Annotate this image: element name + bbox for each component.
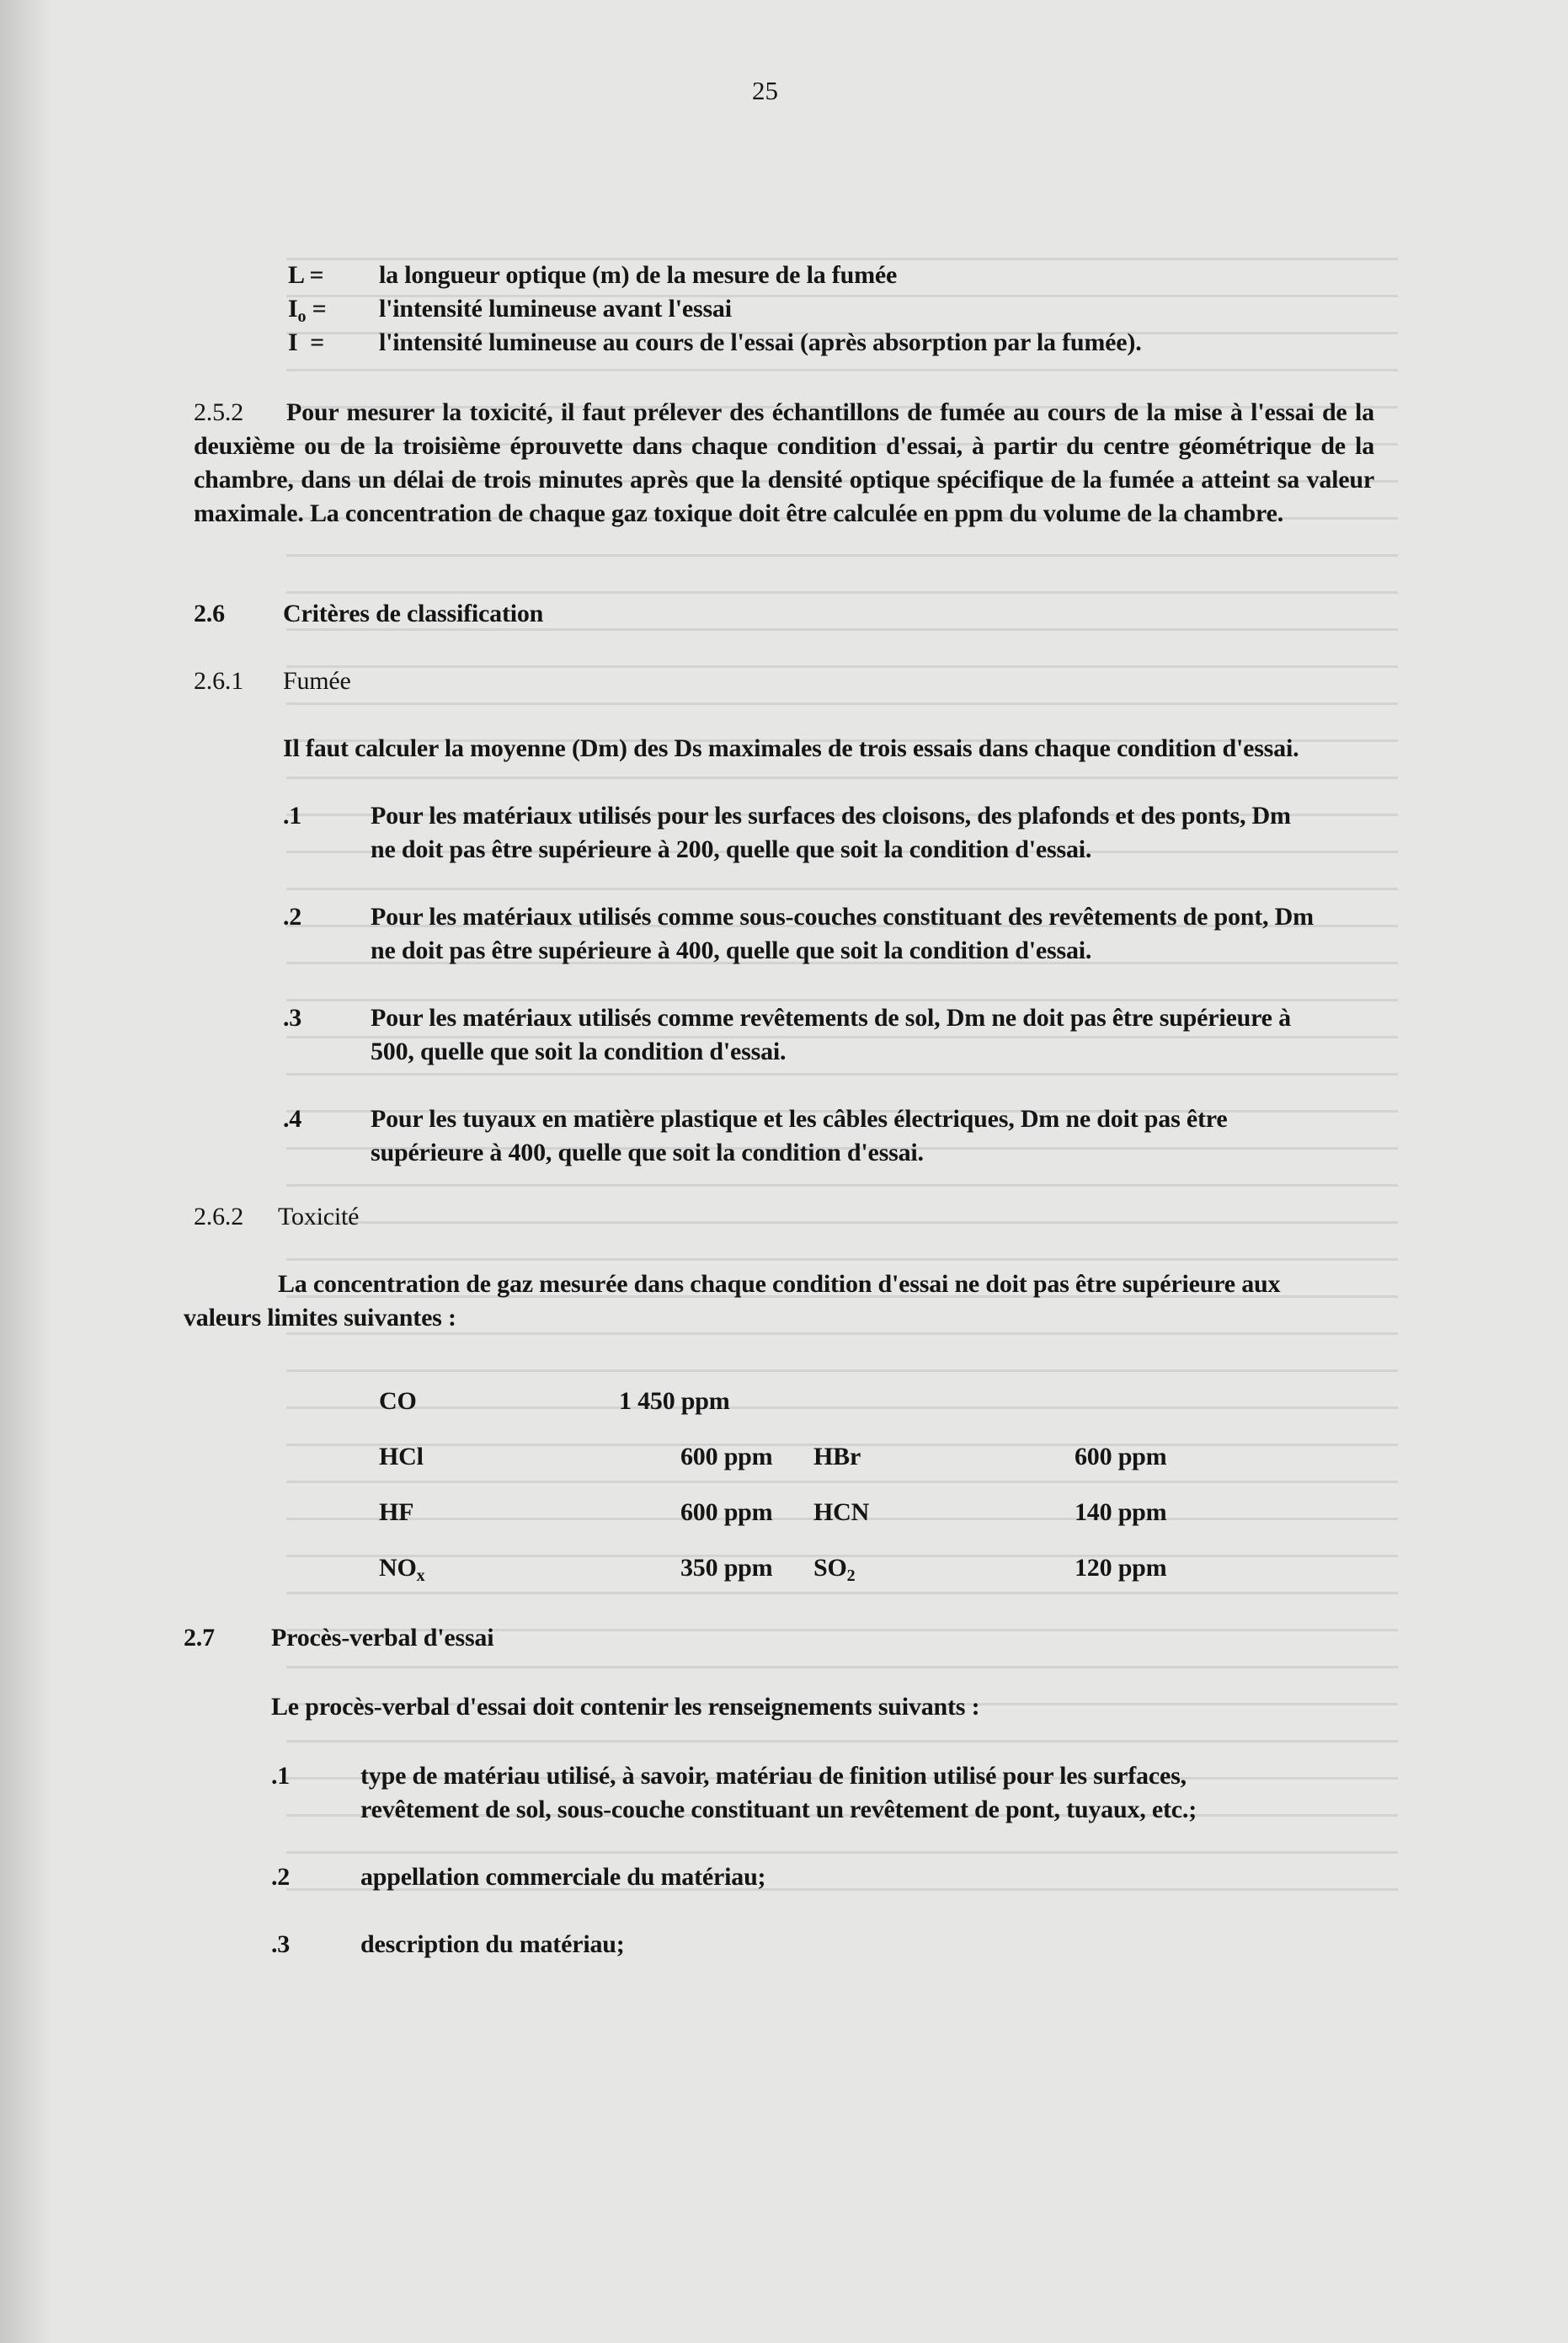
definition-symbol: $I_o$ =: [288, 295, 327, 326]
subsection-intro: La concentration de gaz mesurée dans chaque condition d'essai ne doit pas être supérieure aux: [278, 1270, 1281, 1298]
list-item-number: .1: [283, 802, 302, 830]
gas-limit: 1 450 ppm: [619, 1387, 730, 1415]
list-item-text: Pour les matériaux utilisés pour les surfaces des cloisons, des plafonds et des ponts, Dm: [371, 802, 1291, 830]
gas-name: CO: [379, 1387, 417, 1415]
section-number: 2.6: [194, 600, 225, 627]
list-item-text: supérieure à 400, quelle que soit la condition d'essai.: [371, 1139, 924, 1166]
list-item-text: revêtement de sol, sous-couche constituant un revêtement de pont, tuyaux, etc.;: [360, 1796, 1197, 1823]
list-item-number: .2: [271, 1863, 291, 1891]
list-item-text: 500, quelle que soit la condition d'essai.: [371, 1038, 787, 1065]
gas-name: $SO_2$: [813, 1554, 856, 1585]
list-item-number: .2: [283, 903, 302, 931]
gas-name: HBr: [813, 1443, 861, 1470]
gas-limit: 600 ppm: [680, 1498, 773, 1526]
paragraph-2-5-2: [194, 396, 1374, 531]
list-item-text: appellation commerciale du matériau;: [360, 1863, 766, 1891]
gas-limit: 350 ppm: [680, 1554, 773, 1582]
list-item-text: ne doit pas être supérieure à 200, quelle que soit la condition d'essai.: [371, 835, 1092, 863]
subsection-title: Toxicité: [278, 1203, 360, 1230]
subsection-intro: valeurs limites suivantes :: [184, 1304, 456, 1332]
page-number: 25: [752, 76, 778, 105]
gas-limit: 120 ppm: [1075, 1554, 1167, 1582]
subsection-title: Fumée: [283, 667, 351, 695]
paragraph-text: Pour mesurer la toxicité, il faut prélever des échantillons de fumée au cours de la mise à l'essai de la deuxième ou de la troisième éprouvette dans chaque condition d'essai, à partir du centre géométrique de la chambre, dans un délai de trois minutes après que la densité optique spécifique de la fumée a atteint sa valeur maximale. La concentration de chaque gaz toxique doit être calculée en ppm du volume de la chambre.: [194, 398, 1374, 527]
list-item-text: Pour les matériaux utilisés comme sous-couches constituant des revêtements de pont, Dm: [371, 903, 1314, 931]
list-item-number: .3: [271, 1930, 291, 1958]
section-title: Critères de classification: [283, 600, 544, 627]
gas-name: HCN: [813, 1498, 870, 1526]
list-item-number: .3: [283, 1004, 302, 1032]
list-item-text: description du matériau;: [360, 1930, 625, 1958]
gas-limit: 600 ppm: [1075, 1443, 1167, 1470]
definition-text: la longueur optique (m) de la mesure de la fumée: [379, 261, 898, 289]
list-item-text: ne doit pas être supérieure à 400, quelle que soit la condition d'essai.: [371, 937, 1092, 964]
list-item-text: Pour les matériaux utilisés comme revêtements de sol, Dm ne doit pas être supérieure à: [371, 1004, 1291, 1032]
section-number: 2.7: [184, 1624, 215, 1652]
list-item-number: .4: [283, 1105, 302, 1133]
subsection-number: 2.6.2: [194, 1203, 244, 1230]
subsection-intro: Il faut calculer la moyenne (Dm) des Ds maximales de trois essais dans chaque condition d'essai.: [283, 734, 1299, 762]
definition-symbol: I =: [288, 328, 324, 356]
list-item-number: .1: [271, 1762, 291, 1790]
gas-limit: 600 ppm: [680, 1443, 773, 1470]
gas-limit: 140 ppm: [1075, 1498, 1167, 1526]
definition-symbol: L =: [288, 261, 324, 289]
gas-name: HF: [379, 1498, 414, 1526]
definition-text: l'intensité lumineuse avant l'essai: [379, 295, 732, 323]
gas-name: $NO_x$: [379, 1554, 425, 1585]
definition-text: l'intensité lumineuse au cours de l'essai (après absorption par la fumée).: [379, 328, 1142, 356]
list-item-text: Pour les tuyaux en matière plastique et les câbles électriques, Dm ne doit pas être: [371, 1105, 1228, 1133]
paragraph-number: 2.5.2: [194, 398, 244, 426]
gas-name: HCl: [379, 1443, 424, 1470]
list-item-text: type de matériau utilisé, à savoir, matériau de finition utilisé pour les surfaces,: [360, 1762, 1187, 1790]
section-intro: Le procès-verbal d'essai doit contenir les renseignements suivants :: [271, 1693, 980, 1721]
section-title: Procès-verbal d'essai: [271, 1624, 494, 1652]
subsection-number: 2.6.1: [194, 667, 244, 695]
